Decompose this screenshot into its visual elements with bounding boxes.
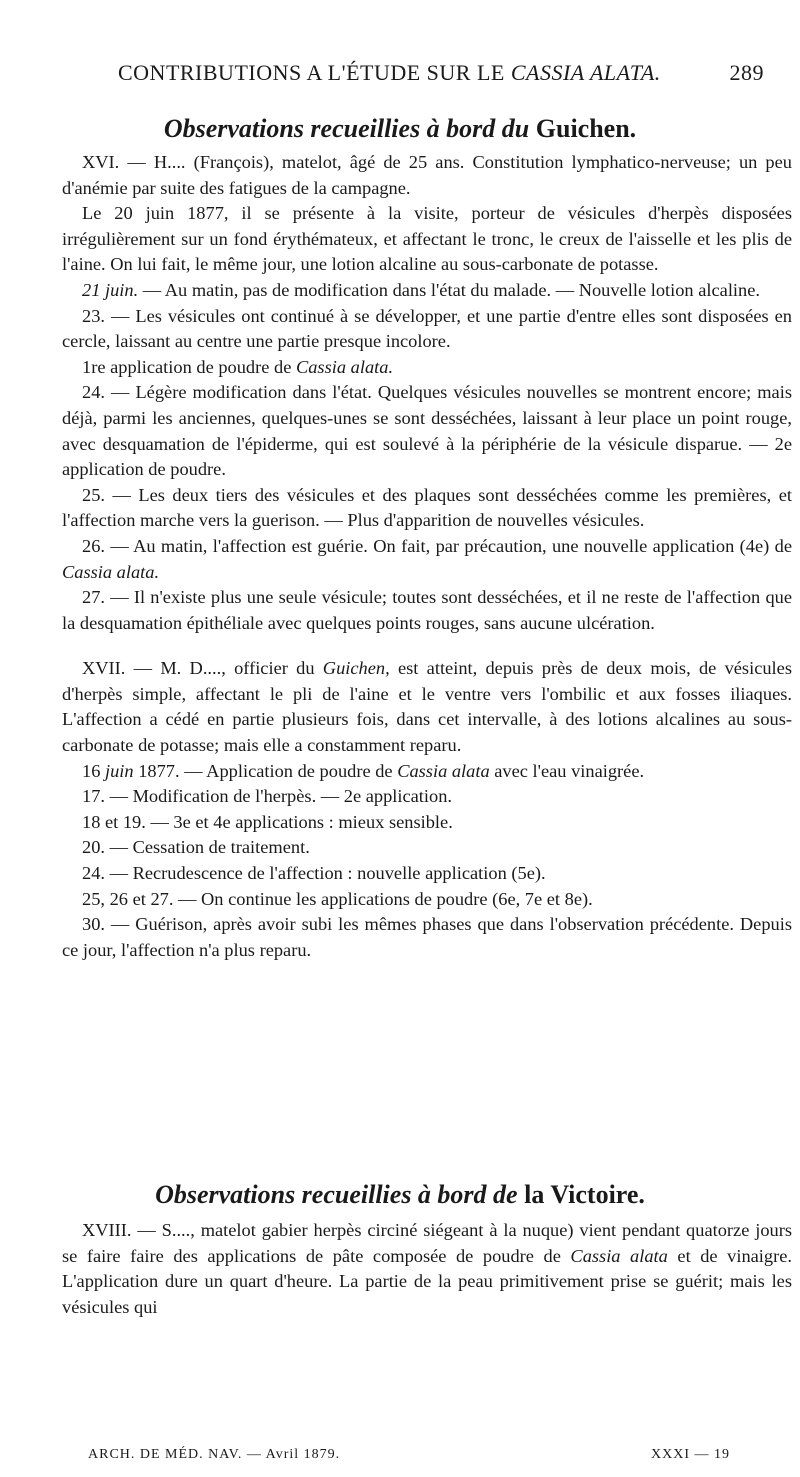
running-header (70, 60, 770, 92)
obs17-para-18-19: 18 et 19. — 3e et 4e applications : mieux sensible. (82, 811, 453, 832)
obs16-intro: XVI. — H.... (François), matelot, âgé de 25 ans. Constitution lymphatico-nerveuse; un peu d'anémie par suite des fatigues de la campagne. (62, 152, 792, 198)
obs16-first-application: 1re application de poudre de Cassia alata. (82, 356, 394, 377)
obs17-intro: XVII. — M. D...., officier du Guichen, est atteint, depuis près de deux mois, de vésicules d'herpès simple, affectant le pli de l'aine et le ventre vers l'ombilic et aux fosses iliaques. L'affection a cédé en partie plusieurs fois, dans cet intervalle, à des lotions alcalines au sous-carbonate de potasse; mais elle a constamment reparu. (62, 658, 792, 756)
obs17-para-20: 20. — Cessation de traitement. (82, 837, 310, 858)
section-title-guichen: Observations recueillies à bord du Guichen. (163, 114, 637, 143)
running-title: CONTRIBUTIONS A L'ÉTUDE SUR LE CASSIA ALATA. (118, 60, 661, 85)
obs17-para-16-juin: 16 juin 1877. — Application de poudre de Cassia alata avec l'eau vinaigrée. (82, 760, 645, 781)
obs16-para-24: 24. — Légère modification dans l'état. Quelques vésicules nouvelles se montrent encore; mais déjà, parmi les anciennes, quelques-unes se sont desséchées, laissant à leur place un point rouge, avec desquamation de l'épiderme, qui est soulevé à la périphérie de la vésicule disparue. — 2e application de poudre. (62, 382, 792, 480)
page-footer (88, 1447, 770, 1469)
obs17-para-30: 30. — Guérison, après avoir subi les mêmes phases que dans l'observation précédente. Depuis ce jour, l'affection n'a plus reparu. (62, 914, 792, 960)
signature-mark: XXXI — 19 (651, 1447, 730, 1462)
obs18-intro: XVIII. — S...., matelot gabier herpès circiné siégeant à la nuque) vient pendant quatorze jours se faire faire des applications de pâte composée de poudre de Cassia alata et de vinaigre. L'application dure un quart d'heure. La partie de la peau primitivement prise se guérit; mais les vésicules qui (62, 1220, 792, 1317)
page-number: 289 (729, 60, 764, 85)
obs16-para-27: 27. — Il n'existe plus une seule vésicule; toutes sont desséchées, et il ne reste de l'affection que la desquamation épithéliale avec quelques points rouges, sans aucune ulcération. (62, 587, 792, 633)
observations-guichen (62, 150, 792, 963)
section-title-victoire: Observations recueillies à bord de la Victoire. (155, 1180, 645, 1209)
observations-victoire (62, 1218, 792, 1320)
obs17-para-25-27: 25, 26 et 27. — On continue les applications de poudre (6e, 7e et 8e). (82, 888, 593, 909)
obs16-para-23: 23. — Les vésicules ont continué à se développer, et une partie d'entre elles sont disposées en cercle, laissant au centre une partie presque incolore. (62, 305, 792, 352)
obs17-para-17: 17. — Modification de l'herpès. — 2e application. (82, 786, 453, 807)
journal-citation: ARCH. DE MÉD. NAV. — Avril 1879. (88, 1447, 341, 1462)
obs17-para-24: 24. — Recrudescence de l'affection : nouvelle application (5e). (82, 863, 546, 884)
obs16-para-20-juin: Le 20 juin 1877, il se présente à la visite, porteur de vésicules d'herpès disposées irrégulièrement sur un fond érythémateux, et affectant le tronc, le creux de l'aisselle et les plis de l'aine. On lui fait, le même jour, une lotion alcaline au sous-carbonate de potasse. (62, 203, 792, 275)
obs16-para-25: 25. — Les deux tiers des vésicules et des plaques sont desséchées comme les premières, et l'affection marche vers la guerison. — Plus d'apparition de nouvelles vésicules. (62, 484, 792, 531)
obs16-para-26: 26. — Au matin, l'affection est guérie. On fait, par précaution, une nouvelle application (4e) de Cassia alata. (62, 535, 792, 582)
obs16-para-21-juin: 21 juin. — Au matin, pas de modification dans l'état du malade. — Nouvelle lotion alcaline. (82, 279, 760, 300)
